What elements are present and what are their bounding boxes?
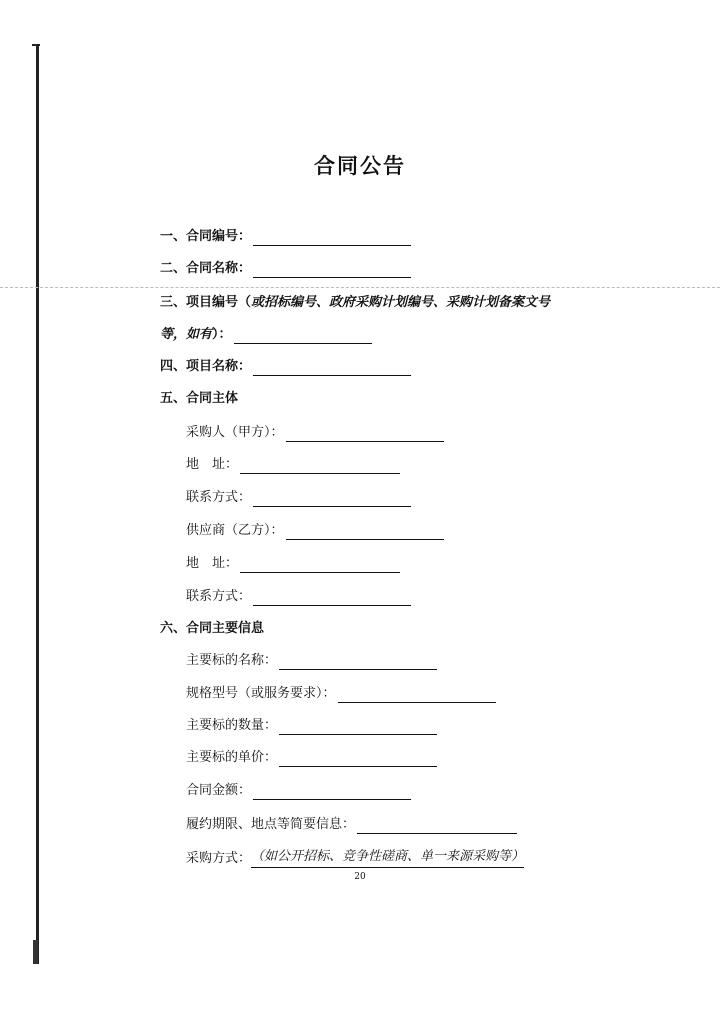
- unit-price-row: [186, 749, 437, 767]
- purchaser-contact-label: 联系方式：: [186, 490, 252, 505]
- scan-binding-edge: [36, 44, 39, 964]
- contract-name-row: [160, 260, 411, 278]
- performance-info-field[interactable]: [357, 819, 517, 834]
- supplier-address-field[interactable]: [240, 558, 400, 573]
- project-name-label: 四、项目名称：: [160, 359, 252, 374]
- subject-name-field[interactable]: [279, 655, 437, 670]
- project-number-label: 三、项目编号（: [160, 295, 252, 310]
- procurement-method-row: [186, 848, 524, 868]
- contract-parties-label: 五、合同主体: [160, 391, 239, 406]
- subject-name-label: 主要标的名称：: [186, 653, 278, 668]
- supplier-address-label: 地 址：: [186, 556, 239, 571]
- supplier-field[interactable]: [286, 525, 444, 540]
- subject-name-row: [186, 652, 437, 670]
- specification-label: 规格型号（或服务要求）：: [186, 686, 336, 701]
- project-name-field[interactable]: [253, 361, 411, 376]
- unit-price-field[interactable]: [279, 752, 437, 767]
- supplier-label: 供应商（乙方）：: [186, 523, 284, 538]
- supplier-contact-label: 联系方式：: [186, 589, 252, 604]
- project-number-note-cont: 等，如有: [160, 327, 213, 342]
- supplier-address-row: [186, 555, 400, 573]
- project-number-field[interactable]: [234, 329, 372, 344]
- unit-price-label: 主要标的单价：: [186, 750, 278, 765]
- amount-label: 合同金额：: [186, 783, 252, 798]
- purchaser-label: 采购人（甲方）：: [186, 425, 284, 440]
- purchaser-address-label: 地 址：: [186, 457, 239, 472]
- contract-number-field[interactable]: [253, 231, 411, 246]
- page-number: 20: [354, 872, 366, 882]
- purchaser-row: [186, 424, 444, 442]
- performance-info-label: 履约期限、地点等简要信息：: [186, 817, 356, 832]
- purchaser-contact-field[interactable]: [253, 492, 411, 507]
- page-title: 合同公告: [314, 154, 406, 178]
- purchaser-address-field[interactable]: [240, 459, 400, 474]
- amount-row: [186, 782, 411, 800]
- quantity-row: [186, 717, 437, 735]
- contract-parties-heading: [160, 390, 238, 408]
- performance-info-row: [186, 816, 517, 834]
- quantity-label: 主要标的数量：: [186, 718, 278, 733]
- contract-number-row: [160, 228, 411, 246]
- main-info-label: 六、合同主要信息: [160, 621, 265, 636]
- purchaser-field[interactable]: [286, 427, 444, 442]
- quantity-field[interactable]: [279, 720, 437, 735]
- specification-row: [186, 685, 496, 703]
- main-info-heading: [160, 620, 264, 638]
- project-number-suffix: ）：: [212, 327, 232, 342]
- purchaser-contact-row: [186, 489, 411, 507]
- supplier-contact-row: [186, 588, 411, 606]
- supplier-row: [186, 522, 444, 540]
- specification-field[interactable]: [338, 688, 496, 703]
- contract-name-label: 二、合同名称：: [160, 261, 252, 276]
- project-number-row-cont: [160, 326, 372, 344]
- procurement-method-value[interactable]: （如公开招标、竞争性磋商、单一来源采购等）: [251, 848, 524, 868]
- project-name-row: [160, 358, 411, 376]
- contract-name-field[interactable]: [253, 263, 411, 278]
- supplier-contact-field[interactable]: [253, 591, 411, 606]
- scan-fold-line: [0, 287, 720, 288]
- project-number-row: [160, 294, 550, 312]
- project-number-note: 或招标编号、政府采购计划编号、采购计划备案文号: [251, 295, 551, 310]
- procurement-method-label: 采购方式：: [186, 851, 252, 866]
- purchaser-address-row: [186, 456, 400, 474]
- contract-number-label: 一、合同编号：: [160, 229, 252, 244]
- amount-field[interactable]: [253, 785, 411, 800]
